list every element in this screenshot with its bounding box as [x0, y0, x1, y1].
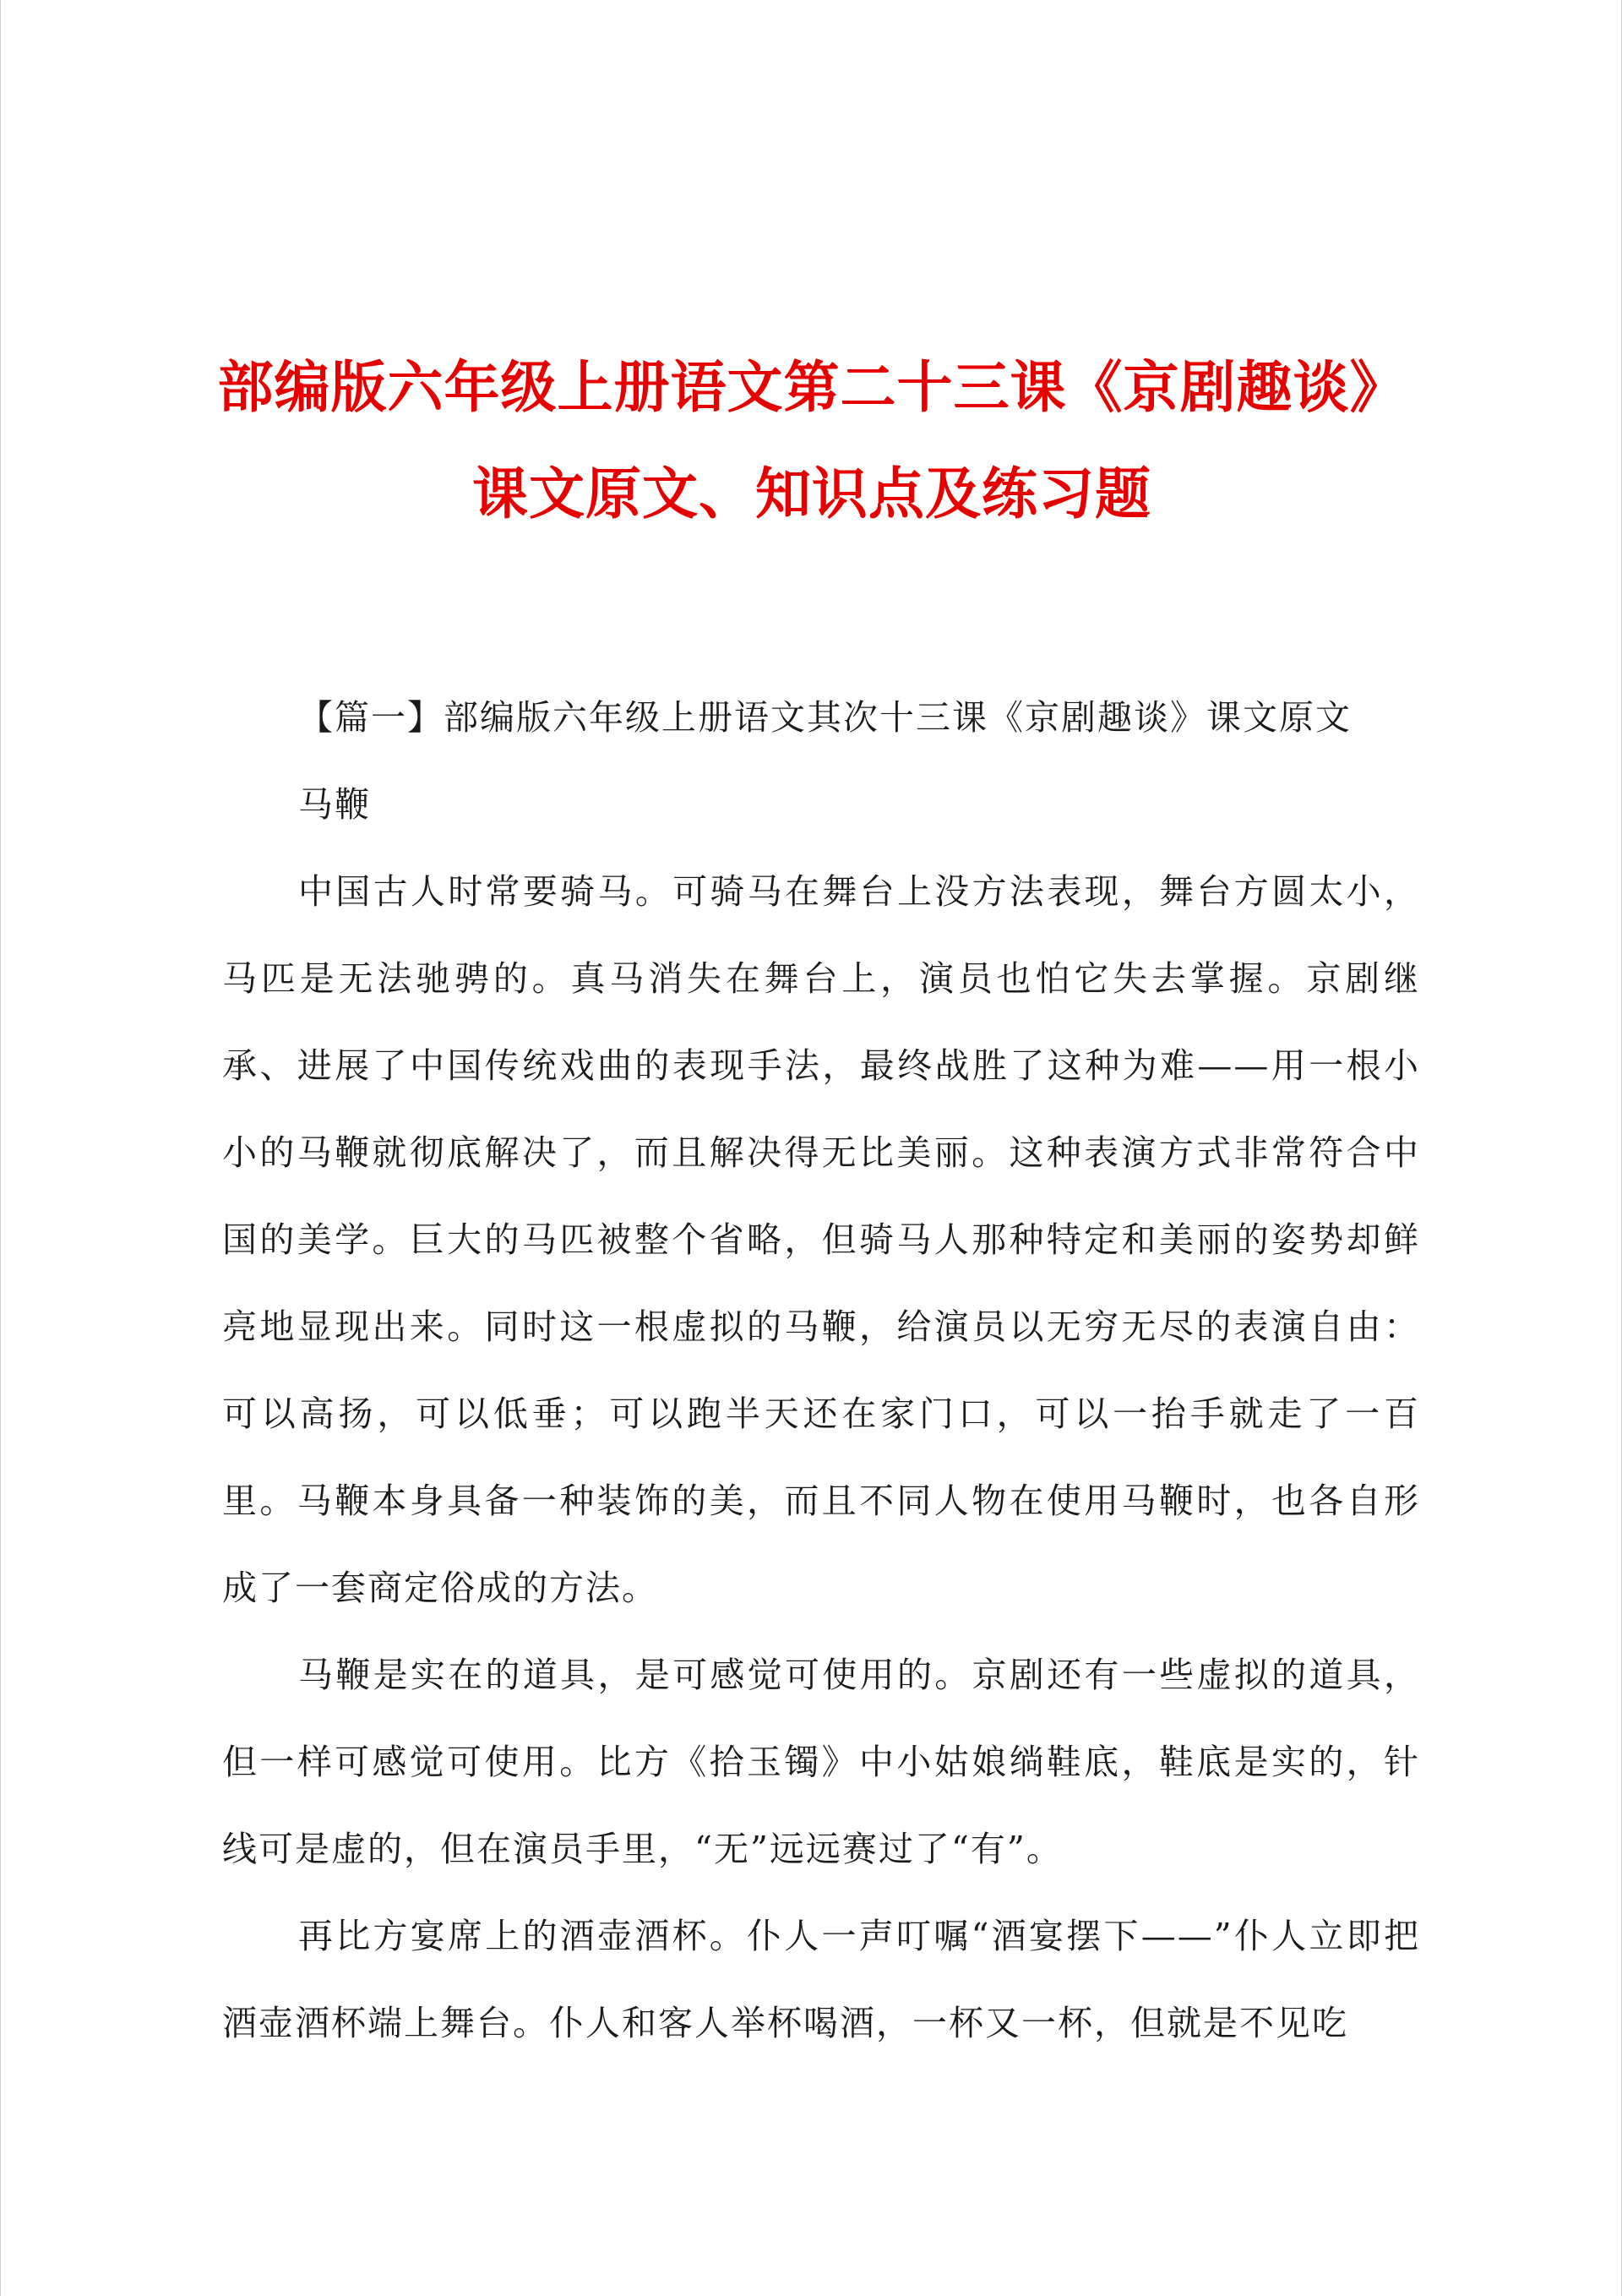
document-title [170, 334, 1454, 547]
subheading: 马鞭 [298, 784, 371, 825]
paragraph-2: 马鞭是实在的道具，是可感觉可使用的。京剧还有一些虚拟的道具，但一样可感觉可使用。比方《拾玉镯》中小姑娘绱鞋底，鞋底是实的，针线可是虚的，但在演员手里，“无”远远赛过了“有”。 [222, 1655, 1420, 1869]
paragraph-1: 中国古人时常要骑马。可骑马在舞台上没方法表现，舞台方圆太小，马匹是无法驰骋的。真马消失在舞台上，演员也怕它失去掌握。京剧继承、进展了中国传统戏曲的表现手法，最终战胜了这种为难——用一根小小的马鞭就彻底解决了，而且解决得无比美丽。这种表演方式非常符合中国的美学。巨大的马匹被整个省略，但骑马人那种特定和美丽的姿势却鲜亮地显现出来。同时这一根虚拟的马鞭，给演员以无穷无尽的表演自由：可以高扬，可以低垂；可以跑半天还在家门口，可以一抬手就走了一百里。马鞭本身具备一种装饰的美，而且不同人物在使用马鞭时，也各自形成了一套商定俗成的方法。 [222, 871, 1420, 1608]
section-heading: 【篇一】部编版六年级上册语文其次十三课《京剧趣谈》课文原文 [298, 697, 1352, 738]
title-line-2: 课文原文、知识点及练习题 [472, 461, 1151, 526]
paragraph-3: 再比方宴席上的酒壶酒杯。仆人一声叮嘱“酒宴摆下——”仆人立即把酒壶酒杯端上舞台。仆人和客人举杯喝酒，一杯又一杯，但就是不见吃 [222, 1916, 1420, 2043]
title-line-1: 部编版六年级上册语文第二十三课《京剧趣谈》 [217, 354, 1407, 420]
document-body [222, 674, 1420, 2067]
